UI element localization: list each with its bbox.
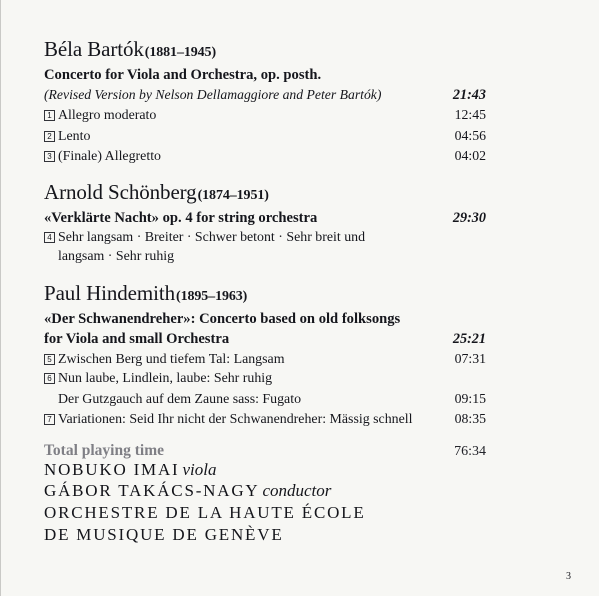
track-title-group	[44, 228, 486, 248]
page-number: 3	[566, 571, 571, 582]
track-listing	[44, 37, 486, 460]
composer-heading	[44, 180, 486, 208]
work-title-line: «Der Schwanendreher»: Concerto based on old folksongs	[44, 310, 401, 327]
track-row	[44, 105, 486, 126]
performer-line	[44, 480, 404, 501]
orchestra-name-line: DE MUSIQUE DE GENÈVE	[44, 525, 284, 544]
composer-name: Paul Hindemith	[44, 280, 176, 305]
composer-heading	[44, 281, 486, 309]
work-title-row	[44, 208, 486, 228]
work-note: (Revised Version by Nelson Dellamaggiore and Peter Bartók)	[44, 87, 382, 102]
track-row	[44, 369, 486, 389]
track-title: Lento	[58, 128, 91, 144]
track-number-box: 6	[44, 373, 55, 384]
composer-dates: (1874–1951)	[197, 187, 269, 203]
track-time: 12:45	[454, 107, 486, 122]
composer-dates: (1881–1945)	[144, 45, 217, 60]
track-number-box: 5	[44, 354, 55, 365]
track-title: Zwischen Berg und tiefem Tal: Langsam	[58, 351, 285, 367]
work-title: «Verklärte Nacht» op. 4 for string orchestra	[44, 209, 318, 226]
track-row	[44, 228, 486, 248]
performer-name: GÁBOR TAKÁCS-NAGY	[44, 481, 260, 500]
track-title-continuation: Der Gutzgauch auf dem Zaune sass: Fugato	[58, 391, 302, 407]
track-time: 09:15	[454, 390, 486, 406]
performers-credits	[44, 459, 404, 545]
track-title: (Finale) Allegretto	[58, 149, 161, 164]
composer-section-bartok	[44, 37, 486, 167]
track-number-box: 2	[44, 131, 55, 142]
work-total-time: 25:21	[452, 330, 486, 347]
track-title: Allegro moderato	[58, 108, 157, 123]
track-title-group	[44, 369, 486, 389]
page-edge-shadow	[0, 0, 1, 596]
track-number-box: 7	[44, 414, 55, 425]
work-title-row	[44, 329, 486, 349]
track-number-box: 4	[44, 232, 55, 243]
track-time: 08:35	[454, 411, 486, 426]
track-title-group	[44, 410, 413, 430]
composer-name: Arnold Schönberg	[44, 179, 197, 204]
track-row	[44, 409, 486, 430]
track-time: 04:56	[454, 127, 486, 143]
track-row	[44, 126, 486, 147]
track-title: Sehr langsam · Breiter · Schwer betont · Sehr breit und	[58, 229, 366, 245]
composer-section-schonberg	[44, 180, 486, 267]
composer-name: Béla Bartók	[44, 37, 144, 61]
track-time: 04:02	[454, 148, 486, 163]
track-title-group	[44, 350, 285, 370]
track-title: Nun laube, Lindlein, laube: Sehr ruhig	[58, 371, 273, 386]
track-row	[44, 146, 486, 167]
work-note-row	[44, 85, 486, 105]
total-playing-time-label: Total playing time	[44, 441, 164, 459]
track-number-box: 1	[44, 110, 55, 121]
performer-role: conductor	[262, 481, 332, 500]
track-title-group	[44, 147, 161, 167]
orchestra-name-line: ORCHESTRE DE LA HAUTE ÉCOLE	[44, 503, 366, 522]
track-title: Variationen: Seid Ihr nicht der Schwanendreher: Mässig schnell	[58, 412, 413, 427]
work-total-time: 29:30	[452, 209, 486, 226]
performer-line	[44, 459, 404, 480]
track-time: 07:31	[454, 350, 486, 366]
total-playing-time-value: 76:34	[454, 443, 486, 459]
track-row	[44, 349, 486, 370]
track-title-group	[44, 127, 90, 147]
track-title-group	[44, 106, 156, 126]
work-title: Concerto for Viola and Orchestra, op. posth.	[44, 67, 322, 83]
composer-heading	[44, 37, 486, 65]
track-title-continuation: langsam · Sehr ruhig	[58, 249, 175, 264]
track-number-box: 3	[44, 151, 55, 162]
total-playing-time-row	[44, 442, 486, 460]
performer-name: NOBUKO IMAI	[44, 460, 180, 479]
composer-section-hindemith	[44, 281, 486, 430]
work-total-time: 21:43	[452, 87, 486, 103]
composer-dates: (1895–1963)	[176, 288, 248, 304]
work-title-line: for Viola and small Orchestra	[44, 330, 230, 347]
track-continuation-row	[44, 389, 486, 410]
performer-role: viola	[182, 460, 217, 479]
